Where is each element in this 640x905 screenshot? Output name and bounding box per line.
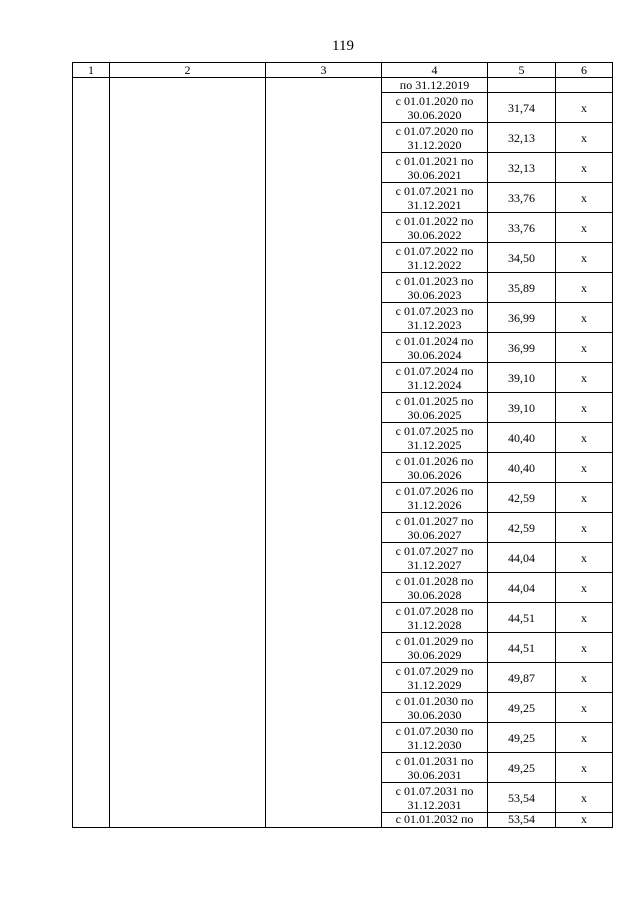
period-cell [382, 573, 488, 603]
period-cell [382, 513, 488, 543]
period-start: с 01.07.2030 по [395, 723, 474, 738]
value-cell: 39,10 [488, 393, 556, 423]
value-cell: 53,54 [488, 813, 556, 828]
period-cell [382, 243, 488, 273]
period-cell [382, 723, 488, 753]
value-cell: 49,25 [488, 723, 556, 753]
value-cell: 49,25 [488, 693, 556, 723]
period-start: с 01.07.2029 по [395, 663, 474, 678]
period-end: 30.06.2028 [407, 587, 462, 602]
column-header: 1 [73, 63, 110, 78]
mark-cell: х [556, 753, 613, 783]
period-start: с 01.07.2025 по [395, 423, 474, 438]
period-start: с 01.01.2029 по [395, 633, 474, 648]
period-end: 30.06.2022 [407, 227, 462, 242]
value-cell: 40,40 [488, 423, 556, 453]
period-cell [382, 213, 488, 243]
period-cell [382, 183, 488, 213]
period-cell [382, 423, 488, 453]
value-cell [488, 78, 556, 93]
mark-cell: х [556, 453, 613, 483]
period-cell [382, 93, 488, 123]
page-number: 119 [332, 38, 354, 54]
mark-cell: х [556, 183, 613, 213]
mark-cell: х [556, 393, 613, 423]
mark-cell: х [556, 573, 613, 603]
mark-cell: х [556, 333, 613, 363]
period-start: с 01.01.2020 по [395, 93, 474, 108]
column-1-cell [73, 78, 110, 828]
column-2-cell [110, 78, 266, 828]
period-cell [382, 333, 488, 363]
mark-cell: х [556, 93, 613, 123]
value-cell: 44,04 [488, 543, 556, 573]
mark-cell: х [556, 213, 613, 243]
period-start: с 01.07.2022 по [395, 243, 474, 258]
value-cell: 49,87 [488, 663, 556, 693]
mark-cell: х [556, 483, 613, 513]
period-cell [382, 153, 488, 183]
period-end: 31.12.2022 [407, 257, 462, 272]
mark-cell: х [556, 543, 613, 573]
period-start: с 01.01.2028 по [395, 573, 474, 588]
value-cell: 42,59 [488, 513, 556, 543]
mark-cell: х [556, 693, 613, 723]
value-cell: 36,99 [488, 303, 556, 333]
mark-cell: х [556, 723, 613, 753]
period-start: с 01.01.2024 по [395, 333, 474, 348]
period-end: 30.06.2026 [407, 467, 462, 482]
mark-cell [556, 78, 613, 93]
period-start: с 01.01.2031 по [395, 753, 474, 768]
period-end: 31.12.2021 [407, 197, 462, 212]
period-start: с 01.07.2024 по [395, 363, 474, 378]
value-cell: 44,04 [488, 573, 556, 603]
period-cell [382, 363, 488, 393]
table-row [73, 78, 613, 93]
period-start: с 01.07.2031 по [395, 783, 474, 798]
value-cell: 39,10 [488, 363, 556, 393]
mark-cell: х [556, 123, 613, 153]
mark-cell: х [556, 603, 613, 633]
period-cell [382, 273, 488, 303]
mark-cell: х [556, 273, 613, 303]
period-start: с 01.01.2026 по [395, 453, 474, 468]
mark-cell: х [556, 423, 613, 453]
period-end: 31.12.2030 [407, 737, 462, 752]
period-end: 31.12.2027 [407, 557, 462, 572]
period-cell [382, 603, 488, 633]
period-end: 31.12.2025 [407, 437, 462, 452]
value-cell: 33,76 [488, 183, 556, 213]
mark-cell: х [556, 633, 613, 663]
column-header: 6 [556, 63, 613, 78]
period-cell [382, 663, 488, 693]
period-start: с 01.01.2025 по [395, 393, 474, 408]
period-start: с 01.07.2021 по [395, 183, 474, 198]
value-cell: 40,40 [488, 453, 556, 483]
period-start: с 01.07.2027 по [395, 543, 474, 558]
period-end: 30.06.2027 [407, 527, 462, 542]
value-cell: 34,50 [488, 243, 556, 273]
value-cell: 31,74 [488, 93, 556, 123]
tariff-table [72, 62, 613, 828]
period-cell [382, 393, 488, 423]
period-end: 30.06.2025 [407, 407, 462, 422]
column-header: 3 [266, 63, 382, 78]
value-cell: 32,13 [488, 153, 556, 183]
period-end: 30.06.2029 [407, 647, 462, 662]
period-end: 31.12.2031 [407, 797, 462, 812]
value-cell: 36,99 [488, 333, 556, 363]
period-end: 31.12.2023 [407, 317, 462, 332]
column-3-cell [266, 78, 382, 828]
value-cell: 32,13 [488, 123, 556, 153]
period-start: с 01.01.2022 по [395, 213, 474, 228]
period-end: 30.06.2031 [407, 767, 462, 782]
period-start: с 01.07.2020 по [395, 123, 474, 138]
column-header: 2 [110, 63, 266, 78]
period-end: 30.06.2020 [407, 107, 462, 122]
mark-cell: х [556, 813, 613, 828]
period-end: 31.12.2020 [407, 137, 462, 152]
period-cell [382, 633, 488, 663]
value-cell: 53,54 [488, 783, 556, 813]
value-cell: 35,89 [488, 273, 556, 303]
period-start: с 01.01.2030 по [395, 693, 474, 708]
period-start: с 01.01.2021 по [395, 153, 474, 168]
period-start: с 01.01.2027 по [395, 513, 474, 528]
column-header: 4 [382, 63, 488, 78]
period-end: 31.12.2024 [407, 377, 462, 392]
value-cell: 44,51 [488, 603, 556, 633]
period-cell [382, 693, 488, 723]
period-cell: с 01.01.2032 по [382, 813, 488, 828]
value-cell: 42,59 [488, 483, 556, 513]
period-cell [382, 483, 488, 513]
value-cell: 33,76 [488, 213, 556, 243]
mark-cell: х [556, 783, 613, 813]
period-start: с 01.01.2023 по [395, 273, 474, 288]
value-cell: 49,25 [488, 753, 556, 783]
period-end: 30.06.2030 [407, 707, 462, 722]
period-start: с 01.07.2028 по [395, 603, 474, 618]
column-header: 5 [488, 63, 556, 78]
period-cell: по 31.12.2019 [382, 78, 488, 93]
period-cell [382, 753, 488, 783]
period-end: 30.06.2021 [407, 167, 462, 182]
period-end: 31.12.2026 [407, 497, 462, 512]
period-start: с 01.07.2023 по [395, 303, 474, 318]
period-cell [382, 783, 488, 813]
period-cell [382, 123, 488, 153]
period-end: 31.12.2029 [407, 677, 462, 692]
period-end: 30.06.2023 [407, 287, 462, 302]
mark-cell: х [556, 243, 613, 273]
value-cell: 44,51 [488, 633, 556, 663]
mark-cell: х [556, 303, 613, 333]
period-cell [382, 303, 488, 333]
period-start: с 01.07.2026 по [395, 483, 474, 498]
mark-cell: х [556, 513, 613, 543]
period-end: 30.06.2024 [407, 347, 462, 362]
period-cell [382, 453, 488, 483]
mark-cell: х [556, 363, 613, 393]
period-cell [382, 543, 488, 573]
mark-cell: х [556, 153, 613, 183]
column-number-row [73, 63, 613, 78]
mark-cell: х [556, 663, 613, 693]
period-end: 31.12.2028 [407, 617, 462, 632]
